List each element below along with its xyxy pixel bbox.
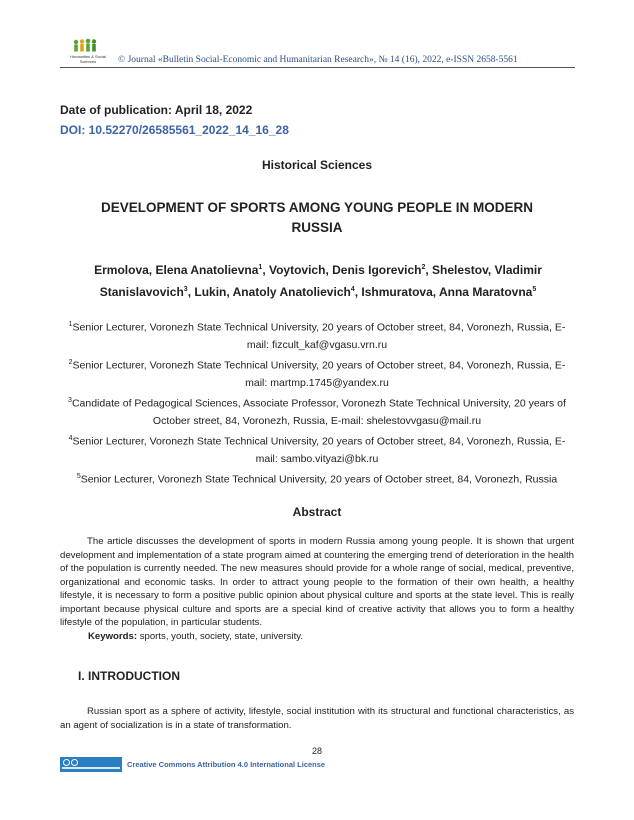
- journal-logo: [62, 38, 110, 66]
- affiliation-item: $^1$Senior Lecturer, Voronezh State Technical University, 20 years of October street, 84, Voronezh, Russia, E-mail: fizcult_kaf@vgasu.vrn.ru: [68, 321, 566, 351]
- cc-license-badge[interactable]: [60, 757, 122, 772]
- author-name: Shelestov, Vladimir Stanislavovich: [99, 263, 542, 299]
- affiliation-item: $^2$Senior Lecturer, Voronezh State Technical University, 20 years of October street, 84, Voronezh, Russia, E-mail: martmp.1745@yandex.ru: [68, 359, 566, 389]
- affiliation-item: $^4$Senior Lecturer, Voronezh State Technical University, 20 years of October street, 84, Voronezh, Russia, E-mail: sambo.vityazi@bk.ru: [68, 435, 566, 466]
- keywords-label: Keywords:: [88, 631, 138, 642]
- section-label: Historical Sciences: [261, 158, 373, 172]
- journal-header: [60, 38, 575, 68]
- keywords-line: [88, 631, 303, 642]
- abstract-heading: Abstract: [292, 505, 342, 519]
- intro-heading: I. INTRODUCTION: [78, 669, 180, 683]
- affiliations: [60, 316, 574, 489]
- paper-title: DEVELOPMENT OF SPORTS AMONG YOUNG PEOPLE IN MODERN RUSSIA: [100, 200, 534, 235]
- cc-icon: [63, 759, 70, 766]
- page-number: 28: [311, 746, 322, 756]
- author-name: Ishmuratova, Anna Maratovna: [361, 285, 533, 299]
- author-list: Ermolova, Elena Anatolievna$^1$, Voytovich, Denis Igorevich$^2$, Shelestov, Vladimir Stanislavovich$^3$, Lukin, Anatoly Anatolievich$^4$, Ishmuratova, Anna Maratovna$^5$: [94, 263, 542, 299]
- by-icon: [71, 759, 78, 766]
- doi-link[interactable]: DOI: 10.52270/26585561_2022_14_16_28: [60, 123, 289, 137]
- affiliation-item: $^3$Candidate of Pedagogical Sciences, Associate Professor, Voronezh State Technical University, 20 years of October street, 84, Voronezh, Russia, E-mail: shelestovvgasu@mail.ru: [68, 397, 566, 427]
- author-name: Ermolova, Elena Anatolievna: [94, 263, 259, 277]
- keywords-text: sports, youth, society, state, university.: [137, 631, 304, 642]
- journal-citation: © Journal «Bulletin Social-Economic and Humanitarian Research», № 14 (16), 2022, e-ISSN 2658-5561: [118, 55, 518, 65]
- affiliation-item: $^5$Senior Lecturer, Voronezh State Technical University, 20 years of October street, 84, Voronezh, Russia: [76, 473, 558, 486]
- intro-paragraph: Russian sport as a sphere of activity, lifestyle, social institution with its structural and functional characteristics, as an agent of socialization is in a state of transformation.: [60, 706, 574, 731]
- header-divider: [60, 67, 575, 68]
- author-name: Voytovich, Denis Igorevich: [268, 263, 422, 277]
- abstract-body: The article discusses the development of sports in modern Russia among young people. It is shown that urgent development and implementation of a state program aimed at countering the emerging trend of deterioration in the health of the population is currently needed. The new measures should provide for a whole range of social, medical, preventive, organizational and economic tasks. In order to attract young people to the formation of their own health, a healthy lifestyle, it is necessary to form a positive public opinion about physical culture and sports at the state level. This is really important because physical culture and sports are a special kind of creative activity that allows you to form a healthy lifestyle of the population, in particular students.: [60, 536, 574, 628]
- author-name: Lukin, Anatoly Anatolievich: [194, 285, 351, 299]
- publication-date: Date of publication: April 18, 2022: [60, 103, 253, 117]
- badge-strip: [62, 767, 120, 769]
- license-link[interactable]: Creative Commons Attribution 4.0 International License: [127, 760, 326, 769]
- logo-caption: Humanities & Social Sciences: [70, 54, 106, 64]
